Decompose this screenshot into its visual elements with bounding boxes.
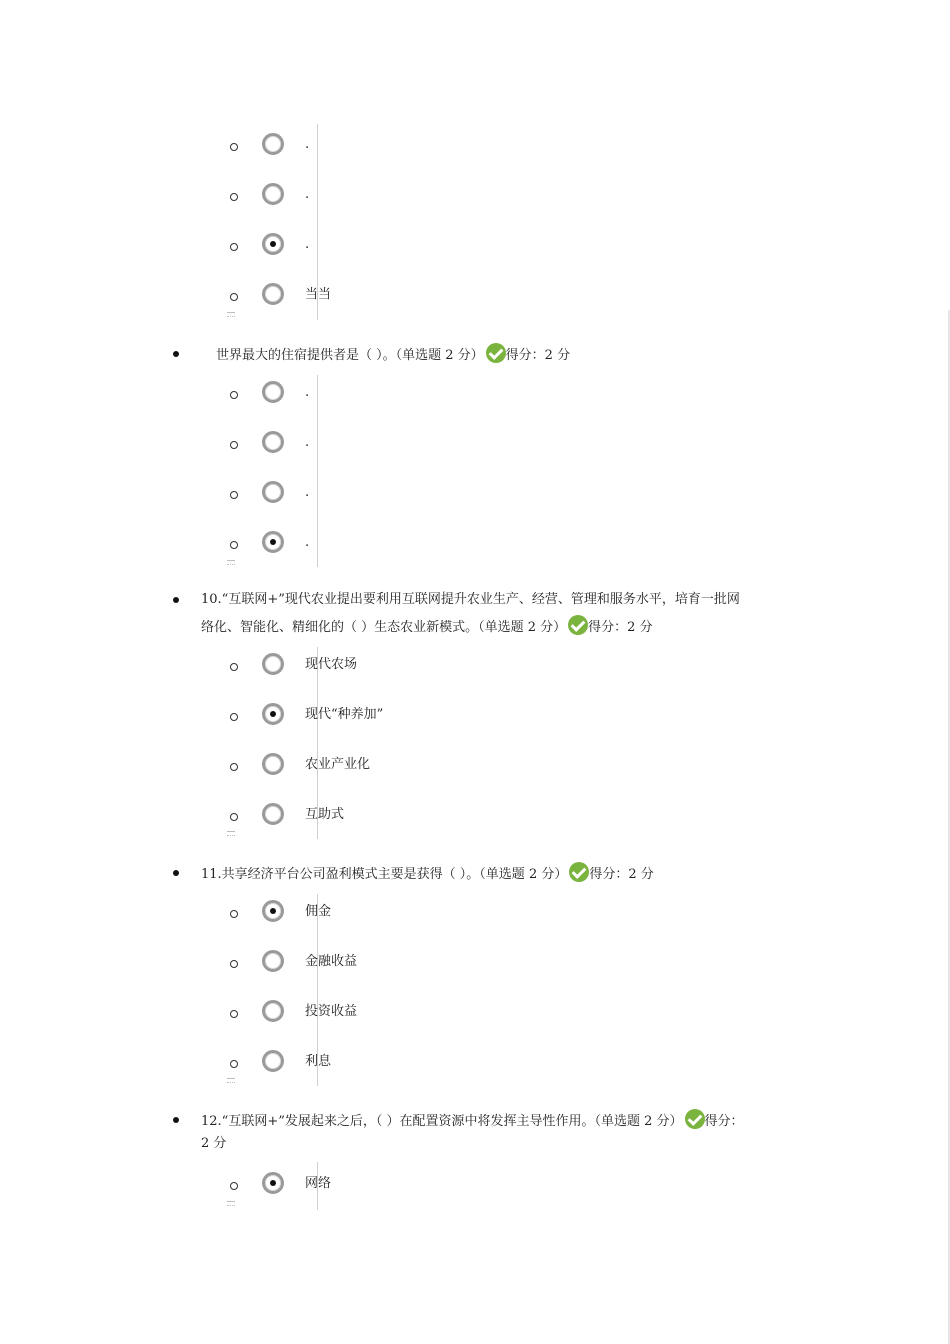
option-label: . <box>305 385 310 400</box>
option-row[interactable] <box>0 183 950 213</box>
question-text <box>201 589 811 639</box>
question-bullet <box>173 597 179 603</box>
circle-bullet-icon <box>230 910 238 918</box>
option-row[interactable] <box>0 1172 950 1202</box>
option-label: 当当 <box>305 287 332 302</box>
check-icon <box>486 343 506 363</box>
check-icon <box>568 615 588 635</box>
check-icon <box>569 862 589 882</box>
option-row[interactable] <box>0 283 950 313</box>
score-text: 得分：2 分 <box>589 867 654 882</box>
score-text: 得分：2 分 <box>505 348 571 363</box>
list-end-mark <box>227 831 235 836</box>
option-row[interactable] <box>0 753 950 783</box>
circle-bullet-icon <box>230 391 238 399</box>
radio-unchecked-icon[interactable] <box>262 653 284 675</box>
option-row[interactable] <box>0 481 950 511</box>
list-end-mark <box>227 1078 235 1083</box>
circle-bullet-icon <box>230 541 238 549</box>
circle-bullet-icon <box>230 663 238 671</box>
radio-unchecked-icon[interactable] <box>262 950 284 972</box>
option-row[interactable] <box>0 653 950 683</box>
score-text: 得分：2 分 <box>588 620 653 635</box>
option-label: . <box>305 435 310 450</box>
question-bullet <box>173 1117 179 1123</box>
radio-unchecked-icon[interactable] <box>262 183 284 205</box>
option-row[interactable] <box>0 703 950 733</box>
check-icon <box>685 1109 705 1129</box>
option-label: 金融收益 <box>305 954 358 969</box>
radio-unchecked-icon[interactable] <box>262 1000 284 1022</box>
option-label: . <box>305 485 310 500</box>
radio-checked-icon[interactable] <box>262 233 284 255</box>
circle-bullet-icon <box>230 813 238 821</box>
option-row[interactable] <box>0 233 950 263</box>
option-row[interactable] <box>0 950 950 980</box>
radio-unchecked-icon[interactable] <box>262 481 284 503</box>
question-prompt-line-1: 10.“互联网+”现代农业提出要利用互联网提升农业生产、经营、管理和服务水平，培育一批网 <box>201 592 740 607</box>
option-row[interactable] <box>0 803 950 833</box>
option-row[interactable] <box>0 1000 950 1030</box>
option-label: 现代“种养加” <box>305 707 384 722</box>
option-row[interactable] <box>0 1050 950 1080</box>
option-label: . <box>305 535 310 550</box>
circle-bullet-icon <box>230 763 238 771</box>
option-row[interactable] <box>0 381 950 411</box>
option-label: . <box>305 237 310 252</box>
radio-checked-icon[interactable] <box>262 703 284 725</box>
radio-unchecked-icon[interactable] <box>262 431 284 453</box>
radio-unchecked-icon[interactable] <box>262 133 284 155</box>
score-text: 得分： <box>704 1114 744 1129</box>
circle-bullet-icon <box>230 193 238 201</box>
option-label: . <box>305 187 310 202</box>
circle-bullet-icon <box>230 1182 238 1190</box>
question-text <box>216 343 826 367</box>
question-bullet <box>173 870 179 876</box>
question-text <box>201 1109 811 1155</box>
option-label: 农业产业化 <box>305 757 371 772</box>
circle-bullet-icon <box>230 491 238 499</box>
score-text-line-2: 2 分 <box>201 1136 227 1151</box>
circle-bullet-icon <box>230 960 238 968</box>
radio-checked-icon[interactable] <box>262 900 284 922</box>
radio-unchecked-icon[interactable] <box>262 283 284 305</box>
list-end-mark <box>227 1201 235 1206</box>
option-row[interactable] <box>0 431 950 461</box>
question-prompt-line-2: 络化、智能化、精细化的（ ）生态农业新模式。（单选题 2 分） <box>201 620 567 635</box>
question-text <box>201 862 811 886</box>
option-label: 投资收益 <box>305 1004 358 1019</box>
circle-bullet-icon <box>230 1060 238 1068</box>
list-end-mark <box>227 312 235 317</box>
option-label: 现代农场 <box>305 657 358 672</box>
radio-checked-icon[interactable] <box>262 531 284 553</box>
option-label: 互助式 <box>305 807 345 822</box>
radio-unchecked-icon[interactable] <box>262 753 284 775</box>
option-row[interactable] <box>0 133 950 163</box>
circle-bullet-icon <box>230 243 238 251</box>
list-end-mark <box>227 560 235 565</box>
circle-bullet-icon <box>230 1010 238 1018</box>
question-prompt: 世界最大的住宿提供者是（ ）。（单选题 2 分） <box>216 348 484 363</box>
question-prompt: 11.共享经济平台公司盈利模式主要是获得（ ）。（单选题 2 分） <box>201 867 568 882</box>
circle-bullet-icon <box>230 441 238 449</box>
question-prompt: 12.“互联网+”发展起来之后，（ ）在配置资源中将发挥主导性作用。（单选题 2 分） <box>201 1114 683 1129</box>
radio-unchecked-icon[interactable] <box>262 803 284 825</box>
circle-bullet-icon <box>230 713 238 721</box>
radio-checked-icon[interactable] <box>262 1172 284 1194</box>
radio-unchecked-icon[interactable] <box>262 381 284 403</box>
option-label: . <box>305 137 310 152</box>
option-label: 佣金 <box>305 904 332 919</box>
option-row[interactable] <box>0 531 950 561</box>
option-row[interactable] <box>0 900 950 930</box>
option-label: 利息 <box>305 1054 332 1069</box>
radio-unchecked-icon[interactable] <box>262 1050 284 1072</box>
question-bullet <box>173 351 179 357</box>
circle-bullet-icon <box>230 293 238 301</box>
circle-bullet-icon <box>230 143 238 151</box>
option-label: 网络 <box>305 1176 332 1191</box>
